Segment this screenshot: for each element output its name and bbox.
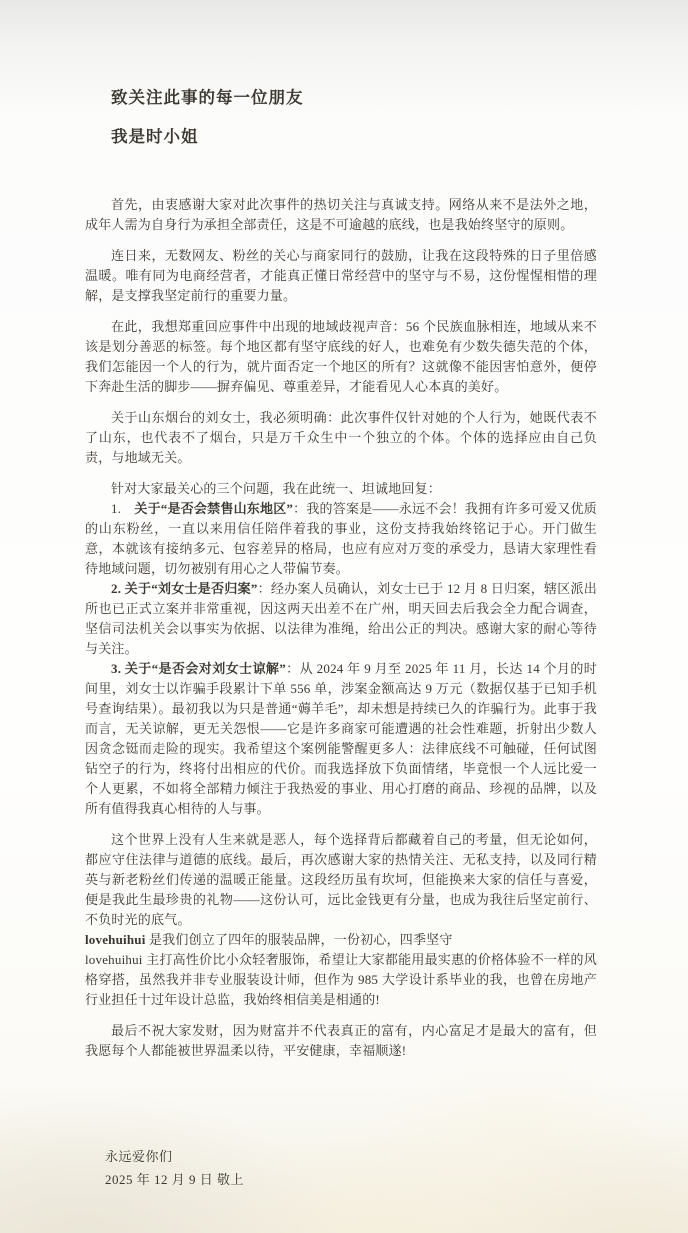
paragraph — [85, 317, 597, 397]
paragraph — [85, 499, 597, 579]
body-text: 这个世界上没有人生来就是恶人，每个选择背后都藏着自己的考量，但无论如何，都应守住法律与道德的底线。最后，再次感谢大家的热情关注、无私支持，以及同行精英与新老粉丝们传递的温暖正能量。这段经历虽有坎坷，但能换来大家的信任与喜爱，便是我此生最珍贵的礼物——这份认可，远比金钱更有分量，也成为我往后坚定前行、不负时光的底气。 — [85, 832, 597, 927]
body-text: 首先，由衷感谢大家对此次事件的热切关注与真诚支持。网络从来不是法外之地，成年人需为自身行为承担全部责任，这是不可逾越的底线，也是我始终坚守的原则。 — [85, 197, 597, 232]
letter-title: 致关注此事的每一位朋友 — [111, 88, 304, 107]
body-text: ：我的答案是——永远不会！我拥有许多可爱又优质的山东粉丝，一直以来用信任陪伴着我的事业，这份支持我始终铭记于心。开门做生意，本就该有接纳多元、包容差异的格局，也应有应对万变的承受力，恳请大家理性看待地域问题，切勿被别有用心之人带偏节奏。 — [85, 501, 597, 576]
emphasis-text: 关于“是否会禁售山东地区” — [134, 501, 294, 516]
paragraph — [85, 408, 597, 468]
paragraph — [85, 479, 597, 499]
paragraph — [85, 659, 597, 819]
signature-line: 永远爱你们 — [105, 1149, 173, 1164]
body-text: 是我们创立了四年的服装品牌，一份初心，四季坚守 — [145, 932, 453, 947]
signature-date: 2025 年 12 月 9 日 敬上 — [105, 1172, 245, 1187]
signature-block — [105, 1145, 597, 1191]
body-text: lovehuihui 主打高性价比小众轻奢服饰，希望让大家都能用最实惠的价格体验不一样的风格穿搭，虽然我并非专业服装设计师，但作为 985 大学设计系毕业的我，也曾在房地产行业担任十过年设计总监，我始终相信美是相通的! — [85, 952, 597, 1007]
body-text: 关于山东烟台的刘女士，我必须明确：此次事件仅针对她的个人行为，她既代表不了山东，也代表不了烟台，只是万千众生中一个独立的个体。个体的选择应由自己负责，与地域无关。 — [85, 410, 597, 465]
body-text: 连日来，无数网友、粉丝的关心与商家同行的鼓励，让我在这段特殊的日子里倍感温暖。唯有同为电商经营者，才能真正懂日常经营中的坚守与不易，这份惺惺相惜的理解，是支撑我坚定前行的重要力量。 — [85, 248, 597, 303]
paragraph — [85, 195, 597, 235]
body-text: 针对大家最关心的三个问题，我在此统一、坦诚地回复： — [111, 481, 442, 496]
paragraph — [85, 930, 597, 950]
letter-body — [85, 195, 597, 1061]
body-text: 1. — [111, 501, 135, 516]
paragraph — [85, 950, 597, 1010]
paragraph — [85, 1021, 597, 1061]
letter-page — [85, 0, 597, 1191]
emphasis-text: lovehuihui — [85, 932, 146, 947]
letter-author: 我是时小姐 — [111, 127, 199, 146]
body-text: 在此，我想郑重回应事件中出现的地域歧视声音：56 个民族血脉相连，地域从来不该是划分善恶的标签。每个地区都有坚守底线的好人，也难免有少数失德失范的个体，我们怎能因一个人的行为，就片面否定一个地区的所有？这就像不能因害怕意外，便停下奔赴生活的脚步——摒弃偏见、尊重差异，才能看见人心本真的美好。 — [85, 319, 597, 394]
paragraph — [85, 830, 597, 930]
body-text: ：经办案人员确认，刘女士已于 12 月 8 日归案，辖区派出所也已正式立案并非常重视，因这两天出差不在广州，明天回去后我会全力配合调查，坚信司法机关会以事实为依据、以法律为准绳，给出公正的判决。感谢大家的耐心等待与关注。 — [85, 581, 597, 656]
emphasis-text: 3. 关于“是否会对刘女士谅解” — [111, 661, 286, 676]
body-text: 最后不祝大家发财，因为财富并不代表真正的富有，内心富足才是最大的富有，但我愿每个人都能被世界温柔以待，平安健康，幸福顺遂! — [85, 1023, 597, 1058]
paragraph — [85, 579, 597, 659]
paragraph — [85, 246, 597, 306]
emphasis-text: 2. 关于“刘女士是否归案” — [111, 581, 258, 596]
body-text: ：从 2024 年 9 月至 2025 年 11 月，长达 14 个月的时间里，刘女士以诈骗手段累计下单 556 单，涉案金额高达 9 万元（数据仅基于已知手机号查询结果）。最初我以为只是普通“薅羊毛”，却未想是持续已久的诈骗行为。此事于我而言，无关谅解，更无关怨恨——它是许多商家可能遭遇的社会性难题，折射出少数人因贪念铤而走险的现实。我希望这个案例能警醒更多人：法律底线不可触碰，任何试图钻空子的行为，终将付出相应的代价。而我选择放下负面情绪，毕竟恨一个人远比爱一个人更累，不如将全部精力倾注于我热爱的事业、用心打磨的商品、珍视的品牌，以及所有值得我真心相待的人与事。 — [85, 661, 597, 816]
